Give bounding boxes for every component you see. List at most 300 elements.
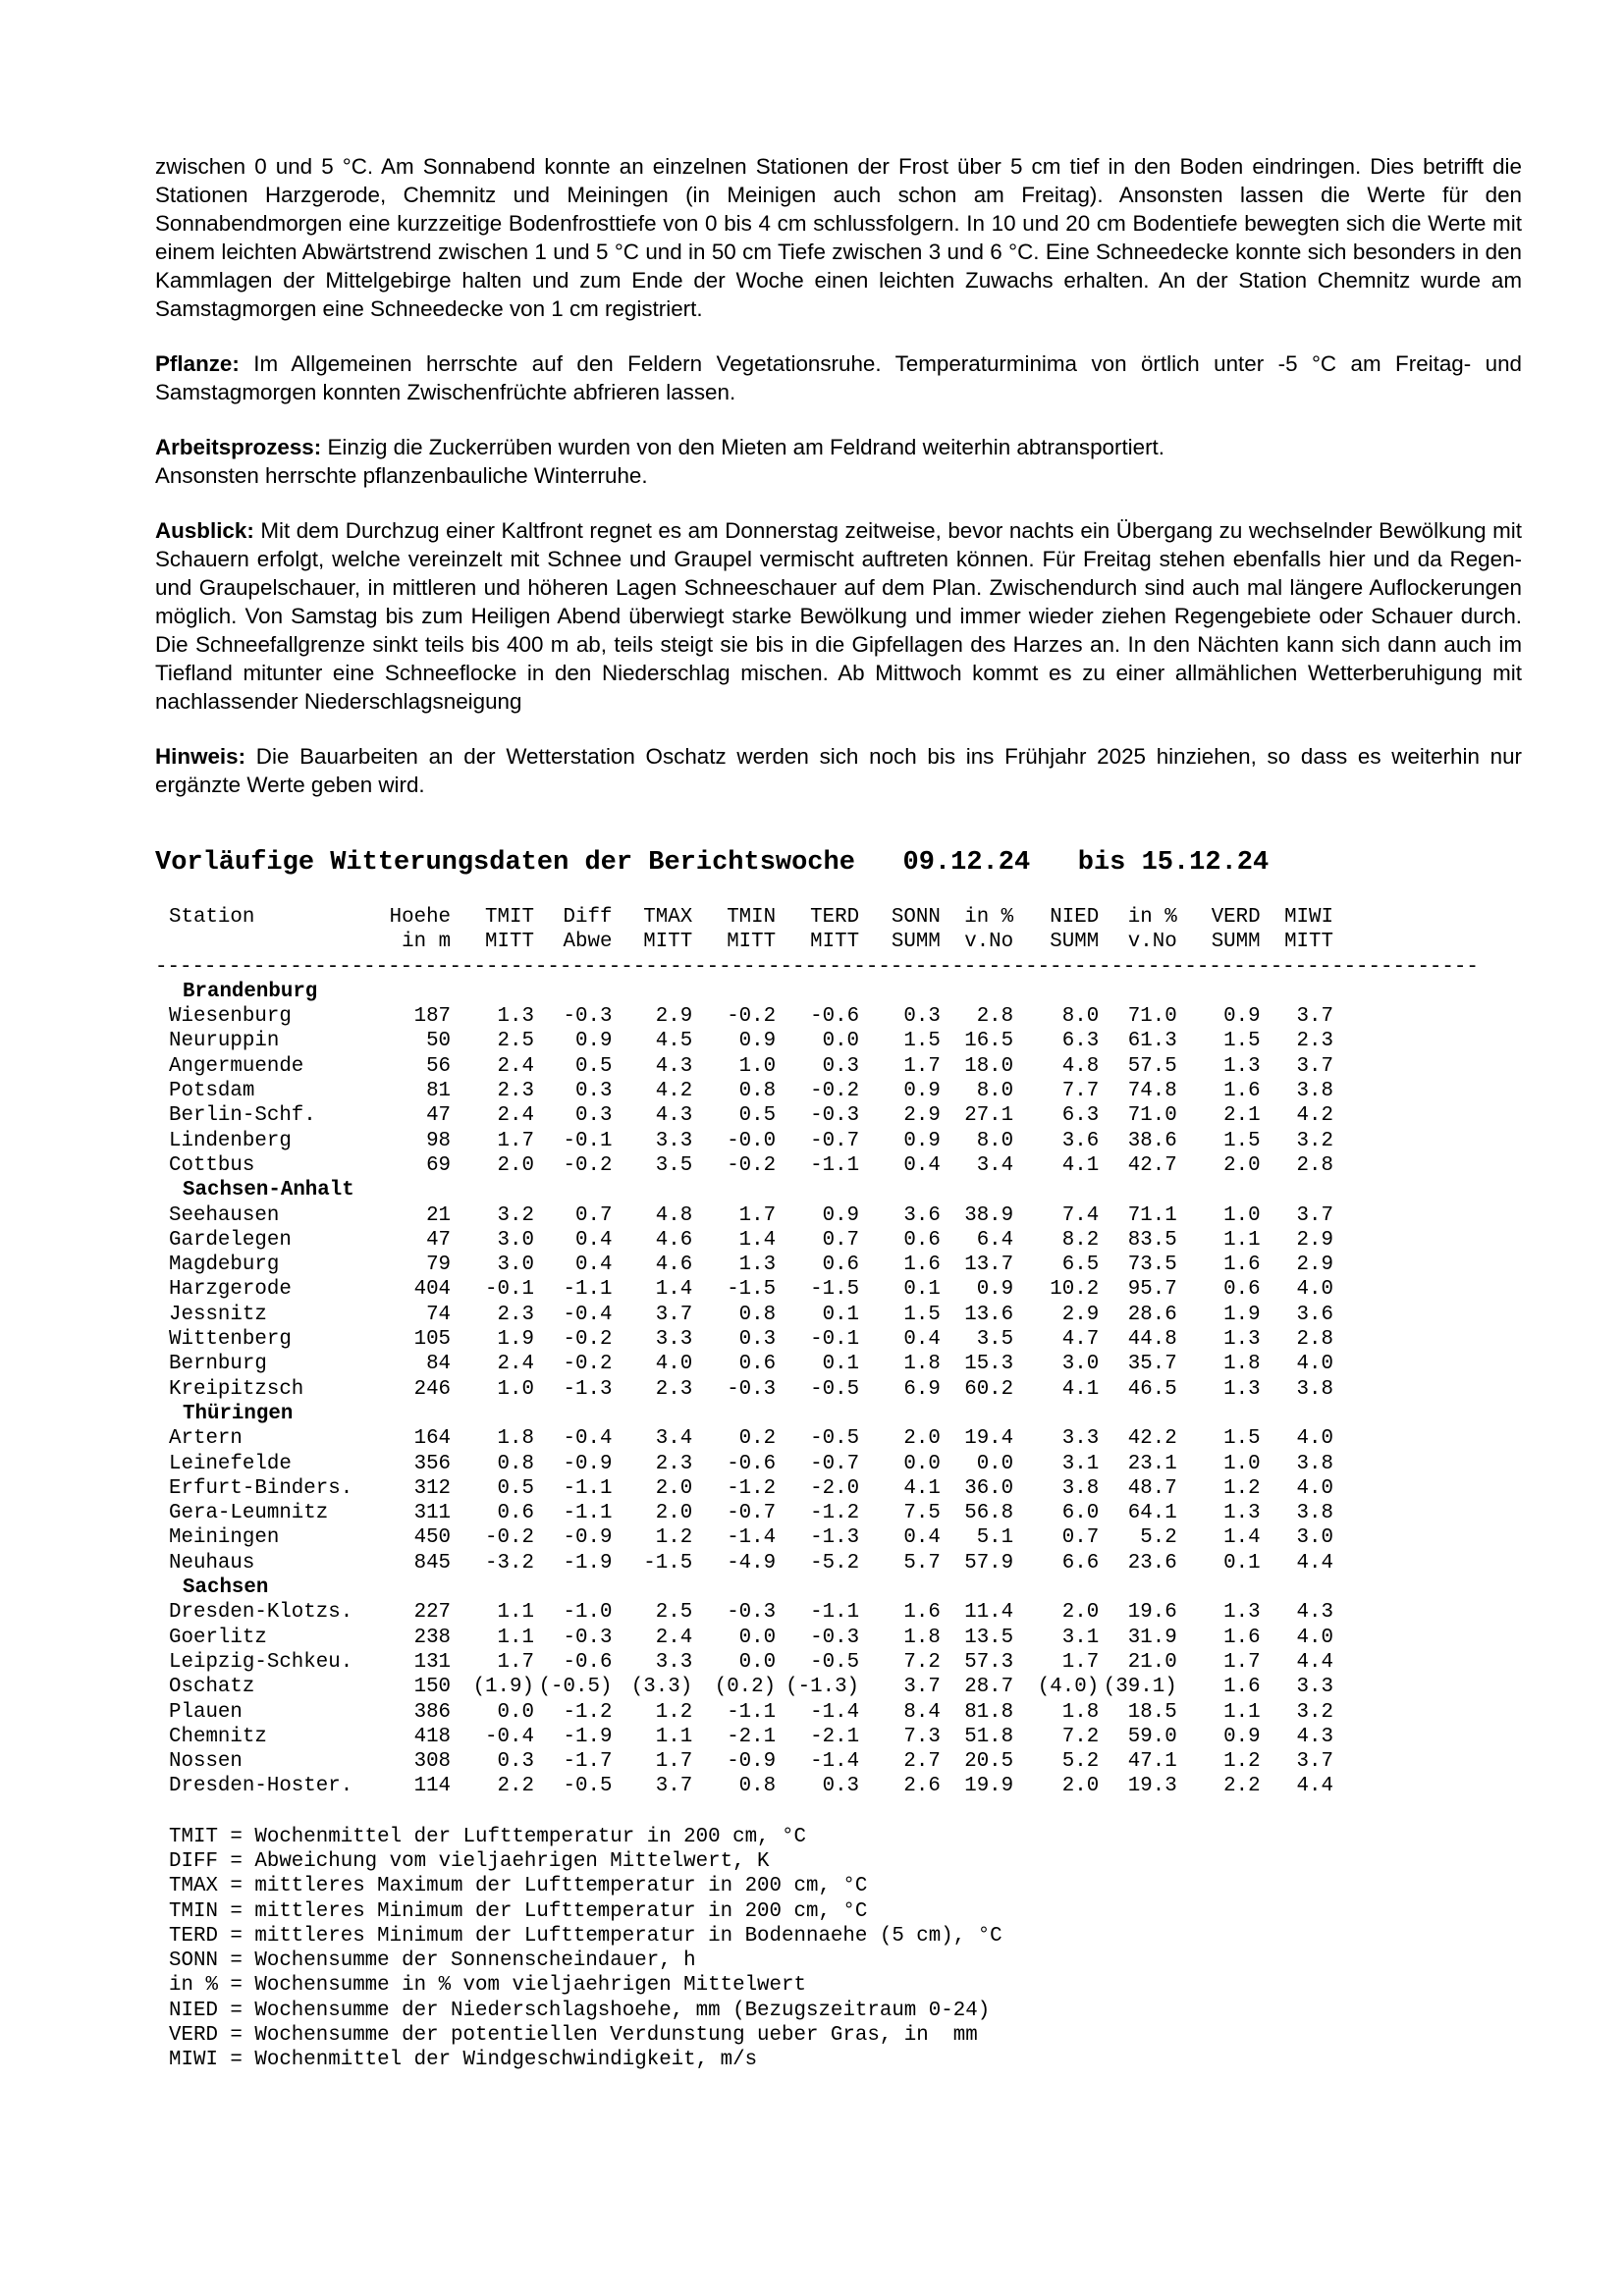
- table-cell: 0.5: [738, 1104, 777, 1128]
- separator-row: [169, 955, 1333, 980]
- table-cell: 4.3: [655, 1104, 693, 1128]
- table-cell: 0.3: [497, 1750, 534, 1774]
- table-cell: 0.8: [738, 1303, 777, 1326]
- table-cell: 0.9: [822, 1203, 860, 1227]
- table-cell: 1.7: [1223, 1650, 1261, 1674]
- group-header-row: [169, 1575, 1333, 1600]
- table-cell: 2.3: [655, 1377, 693, 1401]
- table-cell: 0.7: [822, 1228, 860, 1252]
- table-cell: -0.5: [810, 1650, 860, 1674]
- header-row-1: [169, 905, 1333, 930]
- table-cell: 0.3: [738, 1328, 777, 1352]
- table-row: [169, 1004, 1333, 1029]
- table-row: [169, 1426, 1333, 1451]
- table-cell: Goerlitz: [169, 1626, 267, 1649]
- table-cell: -0.4: [563, 1303, 613, 1326]
- table-cell: 0.7: [575, 1203, 613, 1227]
- table-cell: -0.2: [563, 1153, 613, 1177]
- table-cell: 0.0: [822, 1030, 860, 1053]
- work-text-2: Ansonsten herrschte pflanzenbauliche Winterruhe.: [155, 463, 648, 488]
- table-cell: 8.0: [976, 1129, 1014, 1152]
- table-cell: Wittenberg: [169, 1328, 292, 1352]
- table-cell: TMIT: [485, 906, 534, 929]
- table-cell: 0.1: [822, 1353, 860, 1376]
- legend-line: SONN = Wochensumme der Sonnenscheindauer, h: [169, 1949, 696, 1973]
- table-cell: 61.3: [1127, 1030, 1177, 1053]
- table-row: [169, 1203, 1333, 1228]
- table-cell: 1.2: [655, 1700, 693, 1724]
- table-cell: SUMM: [891, 931, 941, 954]
- table-cell: -1.4: [810, 1750, 860, 1774]
- legend-line: in % = Wochensumme in % vom vieljaehrigen Mittelwert: [169, 1974, 806, 1998]
- table-cell: 0.4: [575, 1228, 613, 1252]
- table-cell: 1.6: [1223, 1254, 1261, 1277]
- paragraph-outlook: [155, 516, 1522, 716]
- table-cell: 1.8: [1061, 1700, 1100, 1724]
- table-cell: 3.3: [1296, 1676, 1333, 1699]
- table-row: [169, 1277, 1333, 1302]
- table-cell: -1.4: [810, 1700, 860, 1724]
- table-cell: 2.9: [903, 1104, 941, 1128]
- table-row: [169, 1600, 1333, 1625]
- paragraph-plant: [155, 349, 1522, 406]
- table-cell: 0.0: [738, 1650, 777, 1674]
- table-cell: 1.6: [1223, 1080, 1261, 1103]
- table-cell: SUMM: [1050, 931, 1100, 954]
- table-cell: 0.6: [1223, 1278, 1261, 1302]
- table-cell: 4.0: [1296, 1427, 1333, 1451]
- table-cell: -0.1: [810, 1328, 860, 1352]
- table-cell: 0.7: [1061, 1526, 1100, 1550]
- table-cell: 38.6: [1127, 1129, 1177, 1152]
- table-cell: 4.6: [655, 1228, 693, 1252]
- table-cell: 83.5: [1127, 1228, 1177, 1252]
- table-cell: Artern: [169, 1427, 243, 1451]
- table-row: [169, 1650, 1333, 1675]
- table-cell: Lindenberg: [169, 1129, 292, 1152]
- table-cell: 11.4: [964, 1601, 1014, 1625]
- table-cell: Seehausen: [169, 1203, 280, 1227]
- table-cell: 4.0: [1296, 1278, 1333, 1302]
- table-cell: 0.0: [738, 1626, 777, 1649]
- table-cell: Angermuende: [169, 1054, 304, 1078]
- table-cell: Jessnitz: [169, 1303, 267, 1326]
- table-cell: 60.2: [964, 1377, 1014, 1401]
- table-row: [169, 1476, 1333, 1501]
- table-cell: Potsdam: [169, 1080, 255, 1103]
- table-cell: v.No: [964, 931, 1014, 954]
- table-cell: 4.4: [1296, 1650, 1333, 1674]
- table-cell: 2.0: [655, 1502, 693, 1525]
- table-cell: 19.3: [1127, 1775, 1177, 1798]
- table-cell: 4.6: [655, 1254, 693, 1277]
- table-cell: (-1.3): [785, 1676, 860, 1699]
- table-cell: 19.6: [1127, 1601, 1177, 1625]
- table-cell: -1.1: [563, 1476, 613, 1500]
- outlook-text: Mit dem Durchzug einer Kaltfront regnet es am Donnerstag zeitweise, bevor nachts ein Übergang zu wechselnder Bewölkung mit Schauern erfolgt, welche vereinzelt mit Schnee und Graupel vermischt auftreten können. Für Freitag stehen ebenfalls hier und da Regen- und Graupelschauer, in mittleren und höheren Lagen Schneeschauer auf dem Plan. Zwischendurch sind auch mal längere Auflockerungen möglich. Von Samstag bis zum Heiligen Abend überwiegt starke Bewölkung und immer wieder ziehen Regengebiete oder Schauer durch. Die Schneefallgrenze sinkt teils bis 400 m ab, teils steigt sie bis in die Gipfellagen des Harzes an. In den Nächten kann sich dann auch im Tiefland mitunter eine Schneeflocke in den Niederschlag mischen. Ab Mittwoch kommt es zu einer allmählichen Wetterberuhigung mit nachlassender Niederschlagsneigung: [155, 518, 1522, 714]
- table-cell: 3.3: [1061, 1427, 1100, 1451]
- table-cell: 311: [413, 1502, 452, 1525]
- table-cell: 1.3: [1223, 1328, 1261, 1352]
- table-cell: 1.1: [1223, 1228, 1261, 1252]
- table-row: [169, 1675, 1333, 1699]
- table-cell: 1.6: [1223, 1626, 1261, 1649]
- table-cell: 1.5: [1223, 1030, 1261, 1053]
- table-cell: 81.8: [964, 1700, 1014, 1724]
- table-row: [169, 1079, 1333, 1103]
- table-cell: 50: [426, 1030, 452, 1053]
- table-cell: 42.7: [1127, 1153, 1177, 1177]
- table-cell: 71.0: [1127, 1005, 1177, 1029]
- table-cell: 3.7: [1296, 1054, 1333, 1078]
- table-cell: -0.9: [563, 1526, 613, 1550]
- table-cell: NIED: [1050, 906, 1100, 929]
- table-cell: 81: [426, 1080, 452, 1103]
- table-row: [169, 1551, 1333, 1575]
- table-cell: 0.9: [903, 1129, 941, 1152]
- table-cell: 3.2: [497, 1203, 534, 1227]
- table-cell: 0.8: [738, 1080, 777, 1103]
- table-cell: -2.1: [727, 1725, 777, 1748]
- table-row: [169, 1129, 1333, 1153]
- table-cell: 18.5: [1127, 1700, 1177, 1724]
- table-cell: 246: [413, 1377, 452, 1401]
- table-cell: 0.1: [1223, 1551, 1261, 1575]
- table-cell: 1.0: [1223, 1452, 1261, 1475]
- table-cell: 2.9: [1061, 1303, 1100, 1326]
- table-cell: 1.8: [1223, 1353, 1261, 1376]
- table-cell: -1.3: [563, 1377, 613, 1401]
- table-cell: SONN: [891, 906, 941, 929]
- table-cell: MIWI: [1284, 906, 1333, 929]
- table-cell: TMAX: [643, 906, 693, 929]
- table-cell: 0.1: [822, 1303, 860, 1326]
- table-cell: 1.4: [655, 1278, 693, 1302]
- table-cell: 1.7: [497, 1650, 534, 1674]
- table-cell: -1.9: [563, 1551, 613, 1575]
- table-cell: 6.5: [1061, 1254, 1100, 1277]
- table-cell: 6.3: [1061, 1030, 1100, 1053]
- table-cell: 4.2: [1296, 1104, 1333, 1128]
- table-cell: 0.8: [738, 1775, 777, 1798]
- table-cell: 79: [426, 1254, 452, 1277]
- table-cell: MITT: [1284, 931, 1333, 954]
- table-cell: 2.4: [497, 1054, 534, 1078]
- table-row: [169, 1452, 1333, 1476]
- table-cell: 8.0: [976, 1080, 1014, 1103]
- table-cell: -0.5: [810, 1427, 860, 1451]
- table-cell: 131: [413, 1650, 452, 1674]
- table-cell: -1.1: [563, 1502, 613, 1525]
- table-cell: -0.3: [727, 1601, 777, 1625]
- table-cell: 44.8: [1127, 1328, 1177, 1352]
- paragraph-note: [155, 742, 1522, 799]
- table-cell: -4.9: [727, 1551, 777, 1575]
- legend-line: TERD = mittleres Minimum der Lufttemperatur in Bodennaehe (5 cm), °C: [169, 1924, 1002, 1948]
- table-cell: 1.5: [1223, 1129, 1261, 1152]
- table-cell: 1.7: [1061, 1650, 1100, 1674]
- table-cell: 2.0: [1061, 1775, 1100, 1798]
- table-cell: 0.6: [738, 1353, 777, 1376]
- table-cell: 2.8: [1296, 1328, 1333, 1352]
- table-cell: 4.8: [655, 1203, 693, 1227]
- table-cell: 95.7: [1127, 1278, 1177, 1302]
- table-cell: 69: [426, 1153, 452, 1177]
- table-cell: 2.3: [655, 1452, 693, 1475]
- table-cell: 4.5: [655, 1030, 693, 1053]
- table-cell: MITT: [643, 931, 693, 954]
- table-cell: Wiesenburg: [169, 1005, 292, 1029]
- table-cell: 2.7: [903, 1750, 941, 1774]
- table-cell: 0.4: [903, 1328, 941, 1352]
- table-cell: 31.9: [1127, 1626, 1177, 1649]
- work-text-1: Einzig die Zuckerrüben wurden von den Mieten am Feldrand weiterhin abtransportiert.: [321, 435, 1164, 459]
- table-cell: Kreipitzsch: [169, 1377, 304, 1401]
- table-cell: -1.7: [563, 1750, 613, 1774]
- table-cell: 8.2: [1061, 1228, 1100, 1252]
- table-cell: 73.5: [1127, 1254, 1177, 1277]
- table-cell: 7.2: [1061, 1725, 1100, 1748]
- table-row: [169, 1054, 1333, 1079]
- table-cell: 0.5: [497, 1476, 534, 1500]
- table-cell: 1.7: [738, 1203, 777, 1227]
- table-cell: 2.3: [497, 1303, 534, 1326]
- note-text: Die Bauarbeiten an der Wetterstation Oschatz werden sich noch bis ins Frühjahr 2025 hinziehen, so dass es weiterhin nur ergänzte Werte geben wird.: [155, 744, 1522, 797]
- table-cell: Nossen: [169, 1750, 243, 1774]
- table-cell: 1.2: [655, 1526, 693, 1550]
- table-cell: 3.5: [655, 1153, 693, 1177]
- table-cell: 0.0: [903, 1452, 941, 1475]
- plant-label: Pflanze:: [155, 351, 240, 376]
- table-cell: 0.9: [976, 1278, 1014, 1302]
- table-row: [169, 1303, 1333, 1327]
- table-cell: -1.5: [727, 1278, 777, 1302]
- table-cell: 3.7: [903, 1676, 941, 1699]
- table-row: [169, 1253, 1333, 1277]
- table-cell: Dresden-Klotzs.: [169, 1601, 353, 1625]
- table-cell: 3.7: [1296, 1750, 1333, 1774]
- table-cell: 0.3: [822, 1054, 860, 1078]
- work-label: Arbeitsprozess:: [155, 435, 322, 459]
- table-cell: 7.2: [903, 1650, 941, 1674]
- table-cell: -0.4: [485, 1725, 534, 1748]
- table-cell: 0.9: [1223, 1005, 1261, 1029]
- table-cell: Gardelegen: [169, 1228, 292, 1252]
- table-cell: -0.1: [485, 1278, 534, 1302]
- table-row: [169, 1352, 1333, 1376]
- table-cell: 3.0: [497, 1228, 534, 1252]
- table-cell: 0.6: [903, 1228, 941, 1252]
- table-cell: -0.2: [563, 1353, 613, 1376]
- table-cell: 20.5: [964, 1750, 1014, 1774]
- table-cell: 19.9: [964, 1775, 1014, 1798]
- table-cell: -0.6: [563, 1650, 613, 1674]
- table-cell: 2.0: [1061, 1601, 1100, 1625]
- table-cell: 36.0: [964, 1476, 1014, 1500]
- table-cell: -1.1: [810, 1153, 860, 1177]
- table-cell: 0.0: [976, 1452, 1014, 1475]
- table-cell: 450: [413, 1526, 452, 1550]
- table-cell: 2.9: [1296, 1228, 1333, 1252]
- table-cell: 8.4: [903, 1700, 941, 1724]
- table-cell: 5.7: [903, 1551, 941, 1575]
- table-cell: -0.7: [810, 1452, 860, 1475]
- table-cell: -2.0: [810, 1476, 860, 1500]
- table-cell: 4.0: [1296, 1353, 1333, 1376]
- table-cell: 3.7: [1296, 1203, 1333, 1227]
- table-cell: 56: [426, 1054, 452, 1078]
- table-cell: 227: [413, 1601, 452, 1625]
- legend: [169, 1825, 1522, 2073]
- table-cell: 2.0: [497, 1153, 534, 1177]
- soil-text: zwischen 0 und 5 °C. Am Sonnabend konnte an einzelnen Stationen der Frost über 5 cm tief in den Boden eindringen. Dies betrifft die Stationen Harzgerode, Chemnitz und Meiningen (in Meinigen auch schon am Freitag). Ansonsten lassen die Werte für den Sonnabendmorgen eine kurzzeitige Bodenfrosttiefe von 0 bis 4 cm schlussfolgern. In 10 und 20 cm Bodentiefe bewegten sich die Werte mit einem leichten Abwärtstrend zwischen 1 und 5 °C und in 50 cm Tiefe zwischen 3 und 6 °C. Eine Schneedecke konnte sich besonders in den Kammlagen der Mittelgebirge halten und zum Ende der Woche einen leichten Zuwachs erhalten. An der Station Chemnitz wurde am Samstagmorgen eine Schneedecke von 1 cm registriert.: [155, 154, 1522, 321]
- table-cell: 3.6: [903, 1203, 941, 1227]
- table-cell: 23.6: [1127, 1551, 1177, 1575]
- table-cell: 64.1: [1127, 1502, 1177, 1525]
- legend-line: MIWI = Wochenmittel der Windgeschwindigkeit, m/s: [169, 2049, 758, 2072]
- table-cell: 3.6: [1296, 1303, 1333, 1326]
- table-row: [169, 1501, 1333, 1525]
- table-cell: -0.7: [727, 1502, 777, 1525]
- table-cell: 2.0: [1223, 1153, 1261, 1177]
- table-cell: 0.9: [738, 1030, 777, 1053]
- table-cell: 0.9: [1223, 1725, 1261, 1748]
- table-row: [169, 1153, 1333, 1178]
- table-cell: 84: [426, 1353, 452, 1376]
- legend-line: TMIN = mittleres Minimum der Lufttemperatur in 200 cm, °C: [169, 1899, 868, 1923]
- table-cell: 6.6: [1061, 1551, 1100, 1575]
- table-cell: 0.6: [497, 1502, 534, 1525]
- table-cell: 1.5: [903, 1030, 941, 1053]
- region-name: Brandenburg: [183, 980, 318, 1003]
- plant-text: Im Allgemeinen herrschte auf den Feldern Vegetationsruhe. Temperaturminima von örtlich unter -5 °C am Freitag- und Samstagmorgen konnten Zwischenfrüchte abfrieren lassen.: [155, 351, 1522, 404]
- table-row: [169, 1103, 1333, 1128]
- table-cell: Plauen: [169, 1700, 243, 1724]
- table-cell: 38.9: [964, 1203, 1014, 1227]
- table-cell: Cottbus: [169, 1153, 255, 1177]
- table-cell: 57.5: [1127, 1054, 1177, 1078]
- table-cell: 3.6: [1061, 1129, 1100, 1152]
- table-cell: 4.4: [1296, 1775, 1333, 1798]
- table-cell: 2.5: [497, 1030, 534, 1053]
- table-cell: 10.2: [1050, 1278, 1100, 1302]
- table-cell: 5.2: [1061, 1750, 1100, 1774]
- table-cell: 1.3: [1223, 1601, 1261, 1625]
- table-cell: 2.9: [1296, 1254, 1333, 1277]
- table-cell: [169, 930, 386, 954]
- table-cell: 15.3: [964, 1353, 1014, 1376]
- table-cell: 74.8: [1127, 1080, 1177, 1103]
- table-cell: -0.3: [810, 1626, 860, 1649]
- table-cell: VERD: [1211, 906, 1261, 929]
- table-cell: 845: [413, 1551, 452, 1575]
- table-cell: 0.3: [822, 1775, 860, 1798]
- table-cell: 2.3: [497, 1080, 534, 1103]
- table-cell: 2.8: [976, 1005, 1014, 1029]
- group-header-row: [169, 980, 1333, 1004]
- table-cell: 6.0: [1061, 1502, 1100, 1525]
- table-cell: 1.3: [1223, 1054, 1261, 1078]
- table-cell: 2.9: [655, 1005, 693, 1029]
- table-cell: 0.2: [738, 1427, 777, 1451]
- table-cell: -1.1: [727, 1700, 777, 1724]
- table-cell: -0.4: [563, 1427, 613, 1451]
- table-cell: 18.0: [964, 1054, 1014, 1078]
- weather-table-block: [155, 905, 1522, 2073]
- table-cell: -0.6: [727, 1452, 777, 1475]
- table-cell: 0.9: [903, 1080, 941, 1103]
- table-cell: 7.4: [1061, 1203, 1100, 1227]
- table-cell: 404: [413, 1278, 452, 1302]
- table-cell: -3.2: [485, 1551, 534, 1575]
- table-row: [169, 1377, 1333, 1402]
- table-cell: 3.1: [1061, 1626, 1100, 1649]
- table-cell: 2.1: [1223, 1104, 1261, 1128]
- table-cell: -1.5: [643, 1551, 693, 1575]
- table-cell: 7.5: [903, 1502, 941, 1525]
- table-cell: v.No: [1127, 931, 1177, 954]
- table-row: [169, 1525, 1333, 1550]
- table-cell: -0.3: [810, 1104, 860, 1128]
- document-body: [155, 152, 1522, 2073]
- table-cell: 1.7: [497, 1129, 534, 1152]
- table-cell: 1.0: [497, 1377, 534, 1401]
- note-label: Hinweis:: [155, 744, 246, 769]
- table-cell: 2.4: [497, 1104, 534, 1128]
- table-cell: 3.2: [1296, 1700, 1333, 1724]
- table-cell: Magdeburg: [169, 1254, 280, 1277]
- table-cell: 4.3: [655, 1054, 693, 1078]
- table-cell: 98: [426, 1129, 452, 1152]
- table-cell: 1.6: [903, 1254, 941, 1277]
- table-cell: (-0.5): [538, 1676, 613, 1699]
- table-cell: 42.2: [1127, 1427, 1177, 1451]
- table-cell: -0.9: [727, 1750, 777, 1774]
- table-cell: 47: [426, 1228, 452, 1252]
- table-cell: 4.1: [1061, 1377, 1100, 1401]
- table-cell: 1.2: [1223, 1750, 1261, 1774]
- table-cell: 51.8: [964, 1725, 1014, 1748]
- table-cell: 1.7: [655, 1750, 693, 1774]
- table-cell: Berlin-Schf.: [169, 1104, 316, 1128]
- table-cell: (4.0): [1037, 1676, 1100, 1699]
- table-cell: 1.1: [497, 1601, 534, 1625]
- table-cell: 13.7: [964, 1254, 1014, 1277]
- table-cell: 23.1: [1127, 1452, 1177, 1475]
- table-cell: 3.7: [655, 1303, 693, 1326]
- table-cell: -1.1: [563, 1278, 613, 1302]
- table-cell: 1.1: [1223, 1700, 1261, 1724]
- table-cell: 2.3: [1296, 1030, 1333, 1053]
- table-cell: 2.5: [655, 1601, 693, 1625]
- table-cell: 57.9: [964, 1551, 1014, 1575]
- table-cell: 0.6: [822, 1254, 860, 1277]
- table-cell: Diff: [563, 906, 613, 929]
- table-cell: Neuhaus: [169, 1551, 255, 1575]
- table-cell: 418: [413, 1725, 452, 1748]
- table-cell: -1.2: [727, 1476, 777, 1500]
- table-cell: 1.0: [1223, 1203, 1261, 1227]
- table-cell: 0.3: [575, 1080, 613, 1103]
- table-cell: MITT: [485, 931, 534, 954]
- table-cell: TMIN: [727, 906, 777, 929]
- table-cell: 8.0: [1061, 1005, 1100, 1029]
- table-cell: 0.4: [903, 1526, 941, 1550]
- table-cell: 4.1: [903, 1476, 941, 1500]
- table-cell: TERD: [810, 906, 860, 929]
- table-cell: 4.3: [1296, 1725, 1333, 1748]
- table-cell: 1.5: [903, 1303, 941, 1326]
